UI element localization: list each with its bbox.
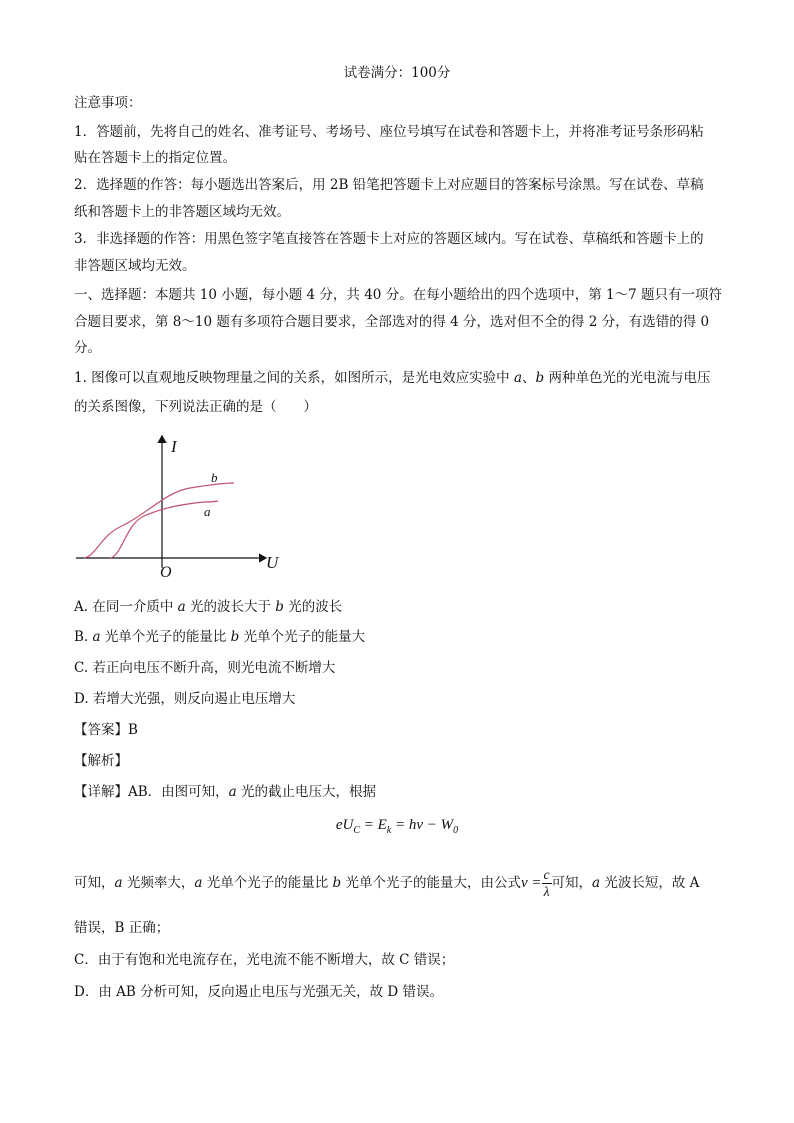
x-axis-label: U [266, 553, 279, 572]
origin-label: O [160, 564, 172, 580]
curve-b-label: b [211, 470, 218, 485]
answer-line [74, 720, 138, 740]
option-c: C. 若正向电压不断升高，则光电流不断增大 [74, 660, 336, 676]
section-instruction-line-3: 分。 [74, 340, 101, 356]
option-text: A. 在同一介质中 [74, 599, 178, 615]
notice-item-1-line-2: 贴在答题卡上的指定位置。 [74, 150, 236, 166]
detail-line-5: D．由 AB 分析可知，反向遏止电压与光强无关，故 D 错误。 [74, 984, 443, 1000]
fraction-numerator: c [543, 867, 550, 882]
option-text: 光单个光子的能量比 [100, 629, 231, 645]
curve-b [84, 483, 234, 558]
curve-a [110, 501, 218, 558]
variable-a: a [228, 784, 237, 800]
photoelectric-equation [0, 817, 794, 836]
variable-a: a [513, 370, 523, 386]
detail-line-4: C．由于有饱和光电流存在，光电流不能不断增大，故 C 错误； [74, 952, 455, 968]
exam-score-title: 试卷满分：100分 [343, 65, 451, 81]
answer-value: B [128, 722, 138, 738]
detail-text: 光单个光子的能量大，由公式 [341, 875, 521, 891]
curve-a-label: a [204, 504, 211, 519]
detail-text: 光波长短，故 A [600, 875, 700, 891]
photoelectric-iu-graph [70, 430, 290, 580]
variable-a: a [114, 875, 123, 891]
detail-text: 光的截止电压大，根据 [236, 784, 377, 800]
option-b [74, 627, 365, 647]
variable-a: a [592, 875, 601, 891]
frequency-symbol: ν = [520, 875, 542, 891]
variable-a: a [177, 599, 186, 615]
option-text: 光的波长 [283, 599, 343, 615]
variable-b: b [230, 629, 240, 645]
separator: 、 [522, 370, 536, 386]
equation-text: $eU_C = E_k = h\nu - W_0$ [335, 817, 459, 836]
wavelength-fraction [542, 867, 552, 900]
analysis-heading: 【解析】 [74, 753, 128, 769]
detail-text: 光频率大， [122, 875, 195, 891]
detail-line-2 [74, 866, 699, 900]
detail-line-1 [74, 782, 376, 802]
y-axis-label: I [171, 437, 177, 456]
section-instruction-line-2: 合题目要求，第 8～10 题有多项符合题目要求，全部选对的得 4 分，选对但不全的得 2 分，有选错的得 0 [74, 314, 710, 330]
notice-item-2-line-1: 2．选择题的作答：每小题选出答案后，用 2B 铅笔把答题卡上对应题目的答案标号涂黑。写在试卷、草稿 [74, 177, 704, 193]
variable-b: b [275, 599, 284, 615]
question-1-stem-line-1 [74, 368, 710, 388]
option-d: D. 若增大光强，则反向遏止电压增大 [74, 691, 296, 707]
variable-a: a [92, 629, 101, 645]
question-1-stem-line-2: 的关系图像，下列说法正确的是（ ） [74, 399, 317, 415]
answer-label: 【答案】 [74, 722, 128, 738]
variable-b: b [535, 370, 545, 386]
detail-text: 光单个光子的能量比 [202, 875, 333, 891]
notice-item-2-line-2: 纸和答题卡上的非答题区域均无效。 [74, 204, 290, 220]
notice-item-3-line-1: 3．非选择题的作答：用黑色签字笔直接答在答题卡上对应的答题区域内。写在试卷、草稿纸和答题卡上的 [74, 231, 704, 247]
notice-item-1-line-1: 1．答题前，先将自己的姓名、准考证号、考场号、座位号填写在试卷和答题卡上，并将准考证号条形码粘 [74, 124, 704, 140]
option-text: 光单个光子的能量大 [239, 629, 366, 645]
detail-text: 可知， [551, 875, 592, 891]
question-text: 1. 图像可以直观地反映物理量之间的关系，如图所示，是光电效应实验中 [74, 370, 514, 386]
notice-item-3-line-2: 非答题区域均无效。 [74, 258, 196, 274]
detail-text: AB．由图可知， [128, 784, 229, 800]
notice-heading: 注意事项： [74, 95, 142, 111]
detail-label: 【详解】 [74, 784, 128, 800]
variable-a: a [194, 875, 203, 891]
option-a [74, 597, 342, 617]
detail-text: 可知， [74, 875, 115, 891]
option-text: B. [74, 629, 93, 645]
detail-line-3: 错误，B 正确； [74, 920, 170, 936]
section-instruction-line-1: 一、选择题：本题共 10 小题，每小题 4 分，共 40 分。在每小题给出的四个选项中，第 1～7 题只有一项符 [74, 287, 722, 303]
question-text: 两种单色光的光电流与电压 [544, 370, 711, 386]
fraction-denominator: λ [543, 884, 550, 899]
option-text: 光的波长大于 [185, 599, 276, 615]
variable-b: b [332, 875, 342, 891]
